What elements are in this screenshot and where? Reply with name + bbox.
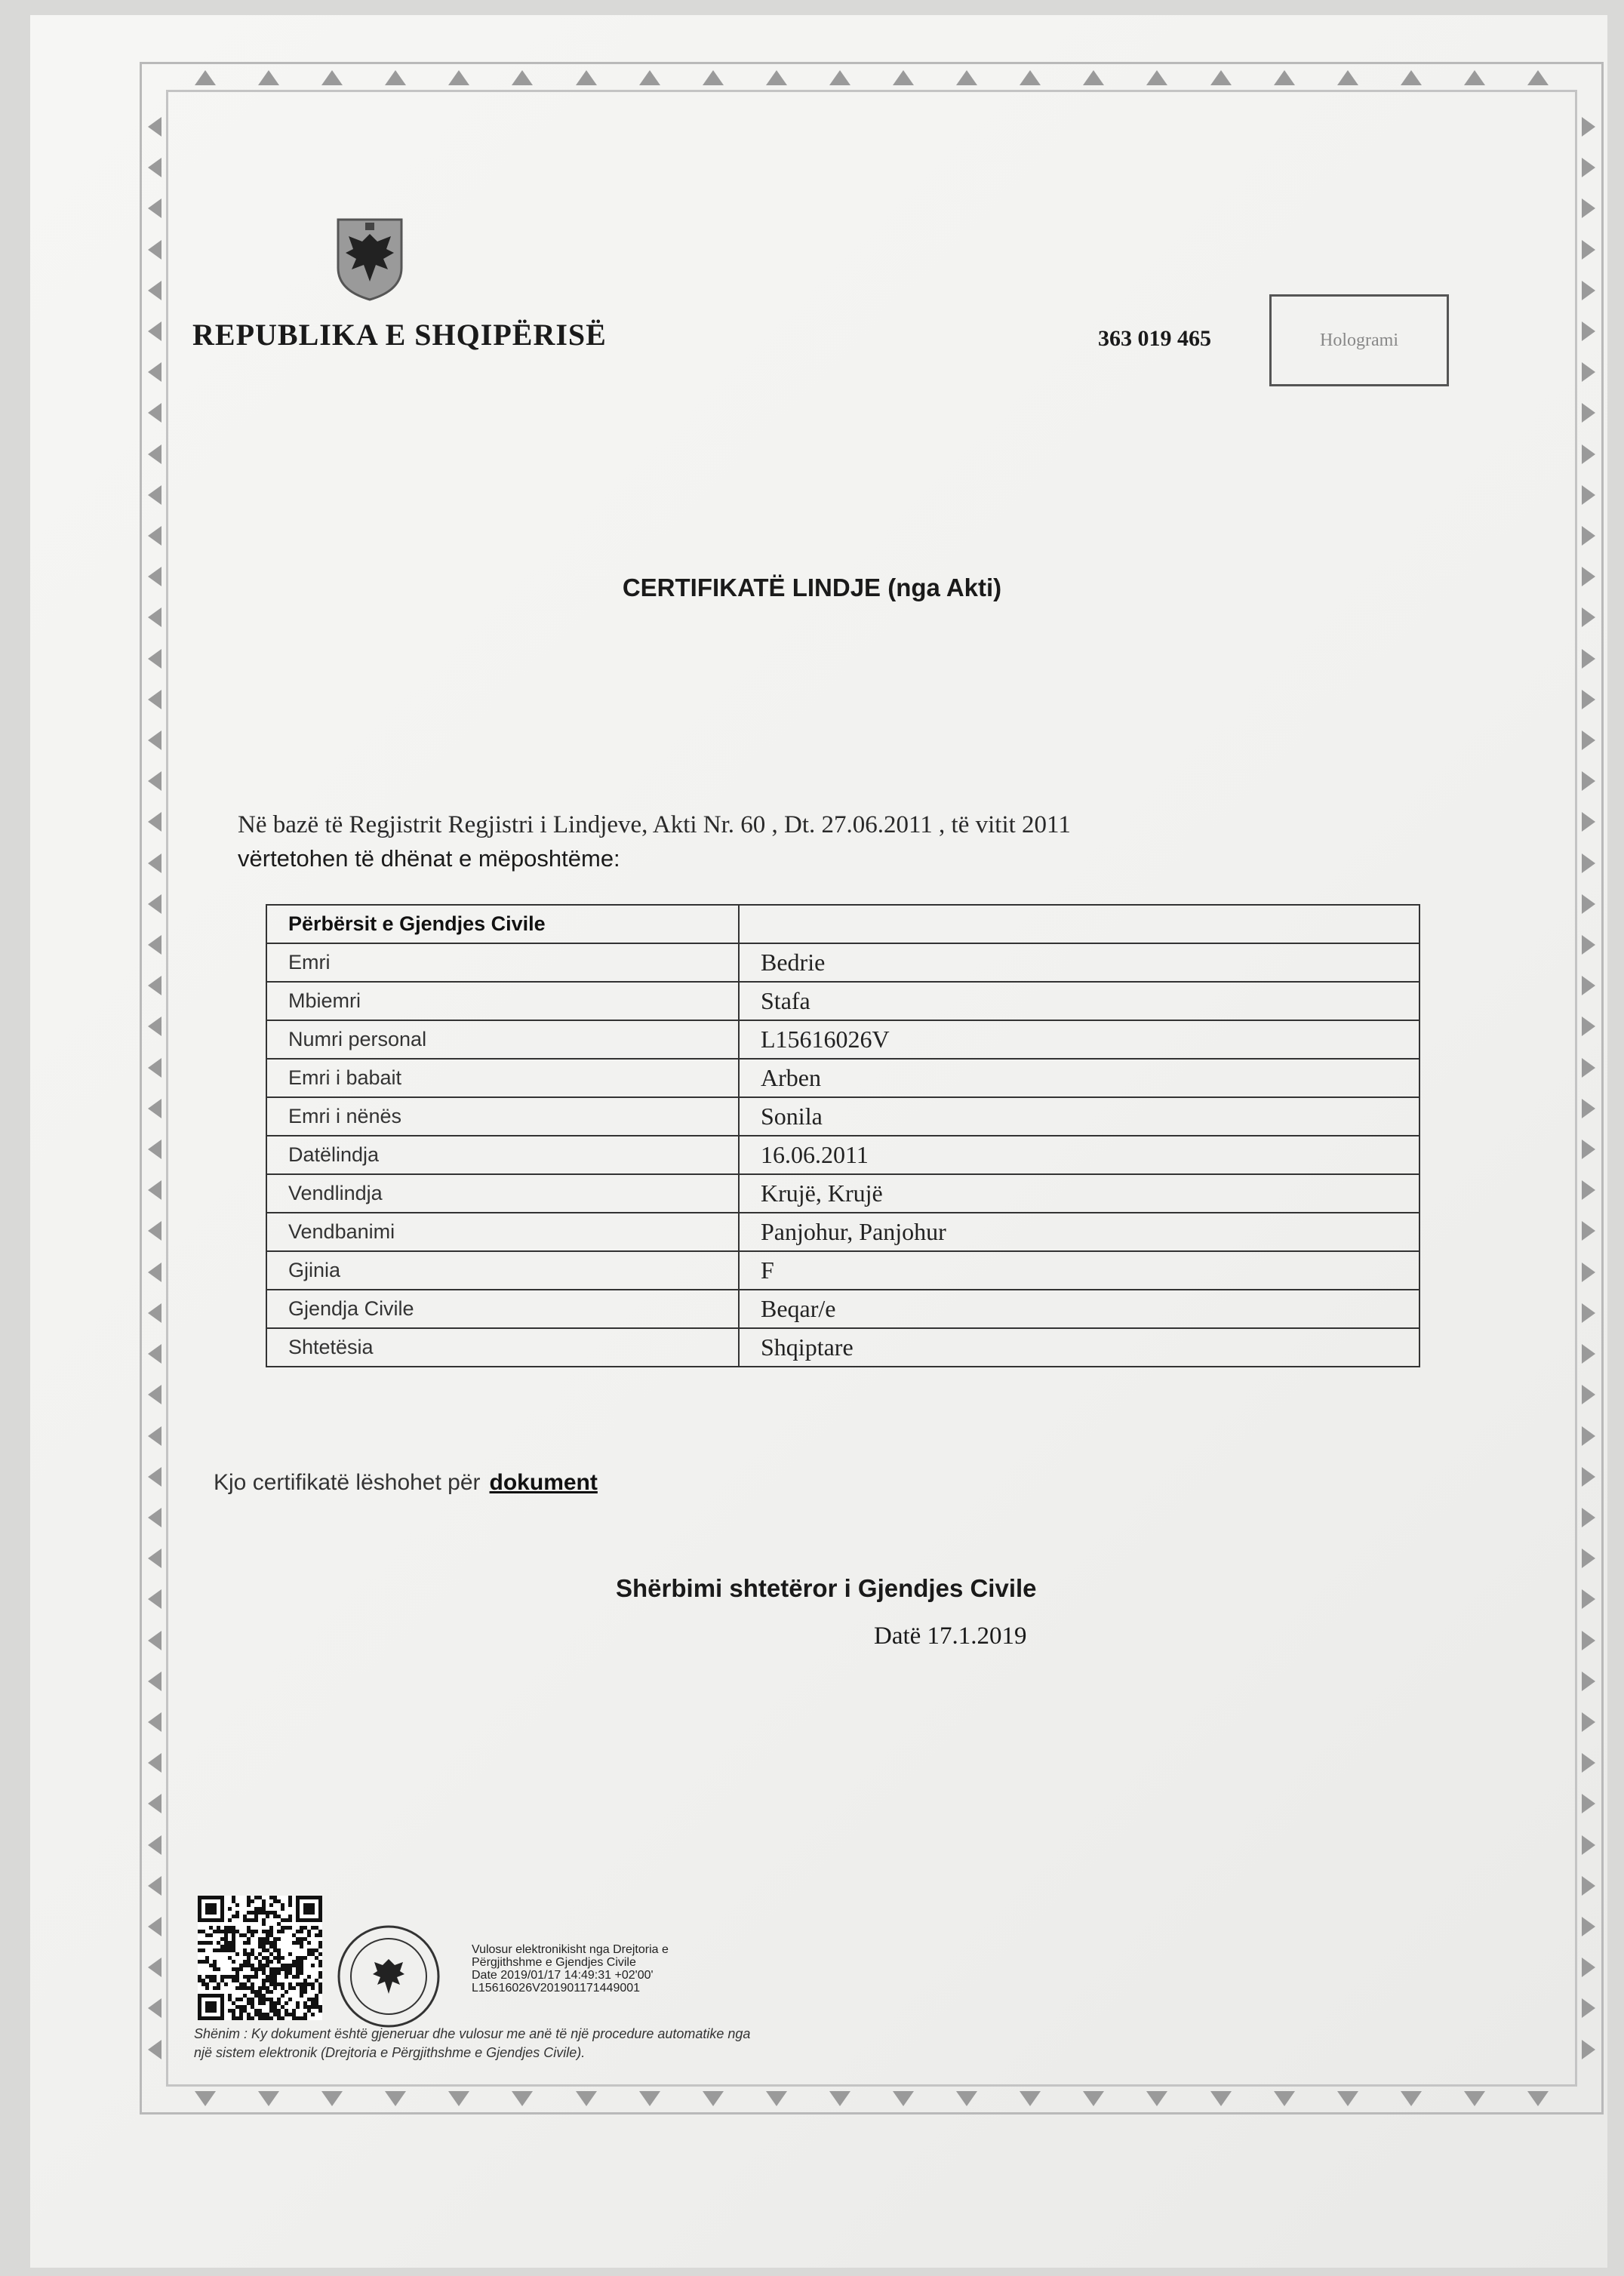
field-label: Numri personal xyxy=(266,1020,739,1059)
table-header-label: Përbërsit e Gjendjes Civile xyxy=(266,905,739,943)
electronic-signature-text xyxy=(472,1943,669,1995)
table-row xyxy=(266,1136,1419,1174)
field-value: F xyxy=(739,1251,1419,1290)
field-label: Emri i nënës xyxy=(266,1097,739,1136)
field-label: Emri xyxy=(266,943,739,982)
esign-line-2: Përgjithshme e Gjendjes Civile xyxy=(472,1956,636,1969)
issuer-service: Shërbimi shtetëror i Gjendjes Civile xyxy=(616,1574,1037,1602)
albanian-eagle-emblem-icon xyxy=(332,215,408,302)
field-value: L15616026V xyxy=(739,1020,1419,1059)
purpose-line xyxy=(214,1470,598,1496)
civil-status-table xyxy=(266,904,1420,1367)
purpose-value: dokument xyxy=(489,1470,598,1495)
table-header-row xyxy=(266,905,1419,943)
esign-line-3: Date 2019/01/17 14:49:31 +02'00' xyxy=(472,1969,654,1982)
field-label: Datëlindja xyxy=(266,1136,739,1174)
table-header-empty xyxy=(739,905,1419,943)
esign-line-1: Vulosur elektronikisht nga Drejtoria e xyxy=(472,1943,669,1956)
hologram-label: Hologrami xyxy=(1320,330,1398,350)
field-label: Emri i babait xyxy=(266,1059,739,1097)
table-row xyxy=(266,1290,1419,1328)
electronic-seal-icon xyxy=(335,1923,442,2030)
table-row xyxy=(266,1213,1419,1251)
field-label: Vendbanimi xyxy=(266,1213,739,1251)
field-value: Beqar/e xyxy=(739,1290,1419,1328)
table-row xyxy=(266,982,1419,1020)
field-label: Vendlindja xyxy=(266,1174,739,1213)
footer-note: Shënim : Ky dokument është gjeneruar dhe vulosur me anë të një procedure automatike nga një sistem elektronik (Drejtoria e Përgjithshme e Gjendjes Civile). xyxy=(194,2026,751,2060)
purpose-text: Kjo certifikatë lëshohet për xyxy=(214,1470,481,1495)
table-row xyxy=(266,1174,1419,1213)
table-row xyxy=(266,1059,1419,1097)
field-value: Arben xyxy=(739,1059,1419,1097)
country-name: REPUBLIKA E SHQIPËRISË xyxy=(192,318,607,352)
field-value: Sonila xyxy=(739,1097,1419,1136)
table-row xyxy=(266,1251,1419,1290)
field-value: 16.06.2011 xyxy=(739,1136,1419,1174)
serial-number: 363 019 465 xyxy=(1098,326,1211,351)
field-value: Shqiptare xyxy=(739,1328,1419,1367)
intro-line-1: Në bazë të Regjistrit Regjistri i Lindjeve, Akti Nr. 60 , Dt. 27.06.2011 , të vitit 2011 xyxy=(238,811,1071,838)
issue-date: Datë 17.1.2019 xyxy=(874,1622,1027,1650)
intro-line-2: vërtetohen të dhënat e mëposhtëme: xyxy=(238,845,620,872)
table-row xyxy=(266,943,1419,982)
field-value: Panjohur, Panjohur xyxy=(739,1213,1419,1251)
field-value: Bedrie xyxy=(739,943,1419,982)
esign-line-4: L15616026V201901171449001 xyxy=(472,1982,641,1995)
table-row xyxy=(266,1097,1419,1136)
table-row xyxy=(266,1020,1419,1059)
field-label: Mbiemri xyxy=(266,982,739,1020)
field-label: Gjinia xyxy=(266,1251,739,1290)
field-label: Shtetësia xyxy=(266,1328,739,1367)
qr-code-icon xyxy=(198,1896,322,2020)
field-value: Krujë, Krujë xyxy=(739,1174,1419,1213)
document-title: CERTIFIKATË LINDJE (nga Akti) xyxy=(622,574,1002,601)
table-row xyxy=(266,1328,1419,1367)
hologram-box xyxy=(1269,294,1449,386)
field-value: Stafa xyxy=(739,982,1419,1020)
field-label: Gjendja Civile xyxy=(266,1290,739,1328)
